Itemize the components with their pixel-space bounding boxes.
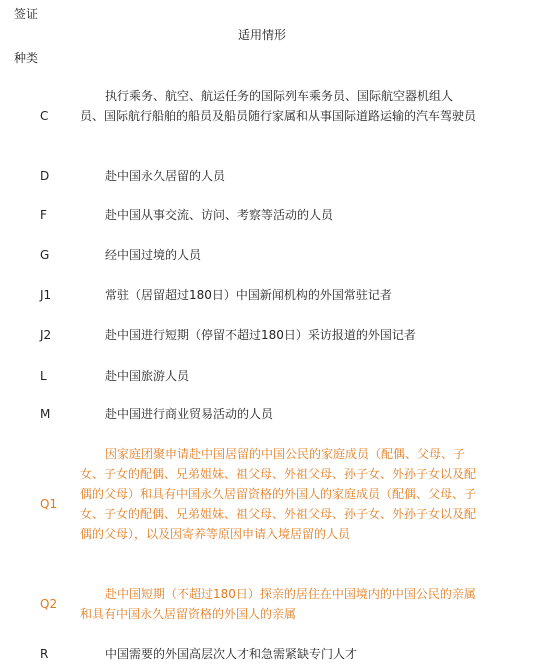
visa-description: 赴中国从事交流、访问、考察等活动的人员 [105, 208, 334, 222]
visa-code: M [40, 407, 51, 421]
header-visa-label-line1: 签证 [14, 7, 39, 21]
visa-description: 经中国过境的人员 [105, 248, 202, 262]
visa-description: 中国需要的外国高层次人才和急需紧缺专门人才 [105, 647, 358, 661]
visa-code: L [40, 369, 47, 383]
visa-description: 因家庭团聚申请赴中国居留的中国公民的家庭成员（配偶、父母、子女、子女的配偶、兄弟姐妹、祖父母、外祖父母、孙子女、外孙子女以及配偶的父母）和具有中国永久居留资格的外国人的家庭成员（配偶、父母、子女、子女的配偶、兄弟姐妹、祖父母、外祖父母、孙子女、外孙子女以及配偶的父母），以及因寄养等原因申请入境居留的人员 [80, 447, 477, 541]
header-visa-label-line2: 种类 [14, 51, 39, 65]
visa-description: 赴中国进行商业贸易活动的人员 [105, 407, 274, 421]
visa-code: D [40, 169, 50, 183]
visa-code: R [40, 647, 49, 661]
visa-description: 赴中国进行短期（停留不超过180日）采访报道的外国记者 [105, 328, 416, 342]
visa-description: 赴中国旅游人员 [105, 369, 190, 383]
visa-code: J2 [40, 328, 52, 342]
visa-code: J1 [40, 288, 52, 302]
visa-description: 执行乘务、航空、航运任务的国际列车乘务员、国际航空器机组人员、国际航行船舶的船员及船员随行家属和从事国际道路运输的汽车驾驶员 [80, 89, 477, 123]
visa-code: Q1 [40, 497, 58, 511]
visa-description: 常驻（居留超过180日）中国新闻机构的外国常驻记者 [105, 288, 392, 302]
visa-description: 赴中国短期（不超过180日）探亲的居住在中国境内的中国公民的亲属和具有中国永久居留资格的外国人的亲属 [80, 587, 476, 621]
visa-description: 赴中国永久居留的人员 [105, 169, 226, 183]
visa-code: G [40, 248, 50, 262]
visa-code: F [40, 208, 47, 222]
visa-code: Q2 [40, 597, 58, 611]
visa-code: C [40, 109, 49, 123]
header-applicable-situation: 适用情形 [238, 28, 287, 42]
